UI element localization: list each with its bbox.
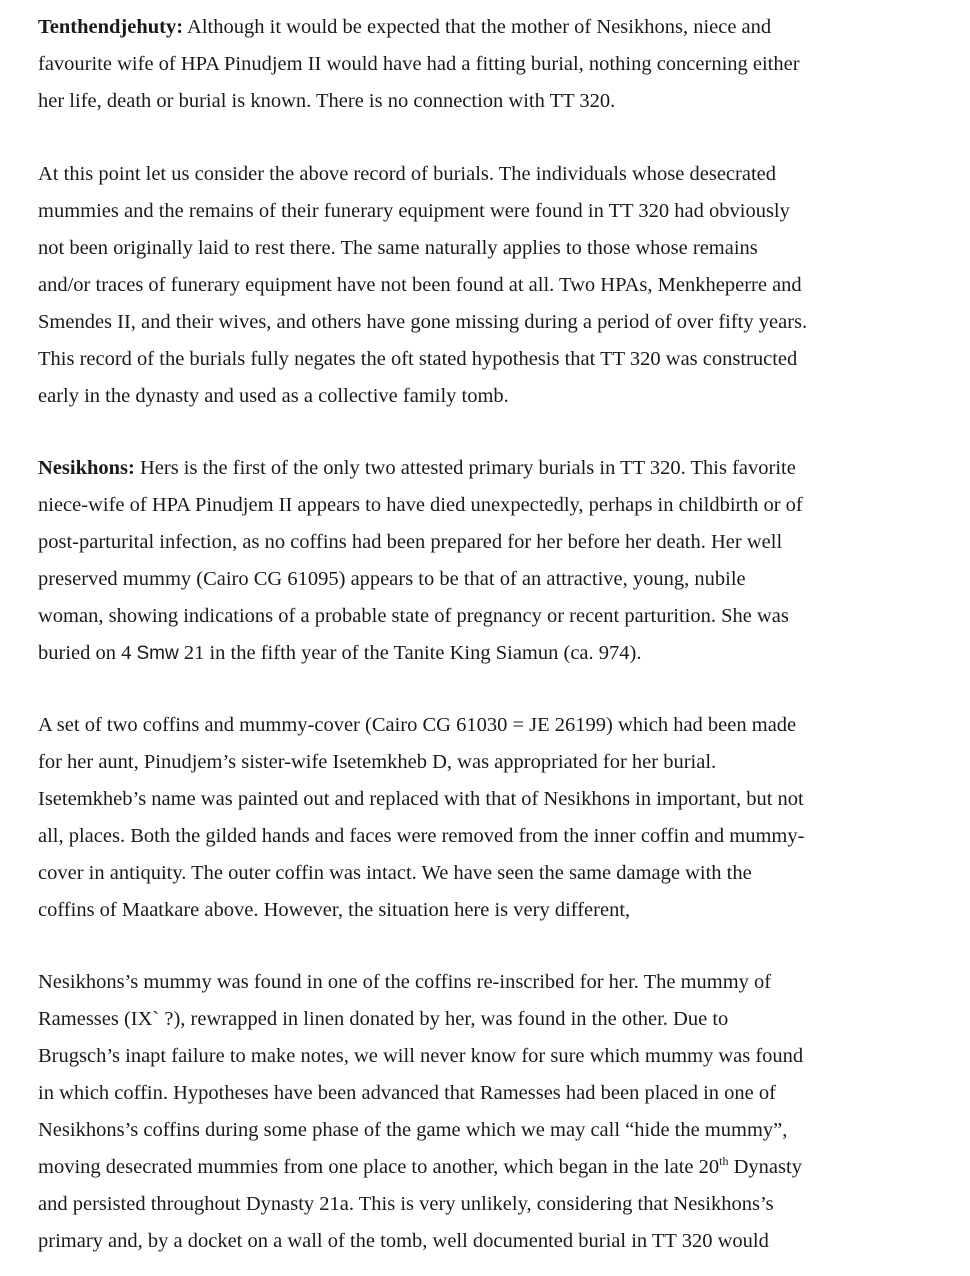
transliteration-term: Smw [136,643,179,664]
text-line: This record of the burials fully negates the oft stated hypothesis that TT 320 was constructed [38,348,798,370]
text-line: her life, death or burial is known. There is no connection with TT 320. [38,90,616,112]
line-text: buried on 4 [38,642,137,664]
text-line [38,1149,918,1186]
text-line: A set of two coffins and mummy-cover (Cairo CG 61030 = JE 26199) which had been made [38,714,797,736]
text-line: niece-wife of HPA Pinudjem II appears to have died unexpectedly, perhaps in childbirth or of [38,494,803,516]
text-line: coffins of Maatkare above. However, the situation here is very different, [38,899,631,921]
paragraph-mummy-found [38,964,918,1260]
text-line: for her aunt, Pinudjem’s sister-wife Isetemkheb D, was appropriated for her burial. [38,751,717,773]
text-line [38,450,918,487]
text-line: preserved mummy (Cairo CG 61095) appears to be that of an attractive, young, nubile [38,568,746,590]
paragraph-lead-heading: Tenthendjehuty: [38,16,184,38]
line-text: moving desecrated mummies from one place to another, which began in the late 20 [38,1156,720,1178]
text-line: Nesikhons’s coffins during some phase of the game which we may call “hide the mummy”, [38,1119,788,1141]
line-text: Dynasty [728,1156,802,1178]
text-line: Isetemkheb’s name was painted out and replaced with that of Nesikhons in important, but not [38,788,804,810]
ordinal-superscript: th [719,1154,729,1169]
text-line: and/or traces of funerary equipment have not been found at all. Two HPAs, Menkheperre and [38,274,802,296]
line-text: Hers is the first of the only two attested primary burials in TT 320. This favorite [134,457,796,479]
text-line: not been originally laid to rest there. The same naturally applies to those whose remains [38,237,758,259]
paragraph-nesikhons [38,450,918,672]
text-line: At this point let us consider the above record of burials. The individuals whose desecrated [38,163,776,185]
text-line: Smendes II, and their wives, and others have gone missing during a period of over fifty years. [38,311,808,333]
text-line [38,635,918,672]
text-line: Ramesses (IX` ?), rewrapped in linen donated by her, was found in the other. Due to [38,1008,729,1030]
text-line: woman, showing indications of a probable state of pregnancy or recent parturition. She was [38,605,789,627]
paragraph-coffins [38,707,918,929]
text-line: Brugsch’s inapt failure to make notes, we will never know for sure which mummy was found [38,1045,804,1067]
text-line: primary and, by a docket on a wall of the tomb, well documented burial in TT 320 would [38,1230,769,1252]
paragraph-lead-heading: Nesikhons: [38,457,135,479]
line-text: Although it would be expected that the mother of Nesikhons, niece and [183,16,772,38]
text-line: favourite wife of HPA Pinudjem II would have had a fitting burial, nothing concerning either [38,53,800,75]
paragraph-record-of-burials [38,156,918,415]
text-line: in which coffin. Hypotheses have been advanced that Ramesses had been placed in one of [38,1082,776,1104]
text-line: mummies and the remains of their funerary equipment were found in TT 320 had obviously [38,200,790,222]
text-line: post-parturital infection, as no coffins had been prepared for her before her death. Her well [38,531,783,553]
text-line: cover in antiquity. The outer coffin was intact. We have seen the same damage with the [38,862,752,884]
line-text: 21 in the fifth year of the Tanite King Siamun (ca. 974). [178,642,642,664]
text-line: all, places. Both the gilded hands and faces were removed from the inner coffin and mummy- [38,825,805,847]
text-line: and persisted throughout Dynasty 21a. This is very unlikely, considering that Nesikhons’s [38,1193,774,1215]
paragraph-tenthendjehuty [38,9,918,120]
text-line: Nesikhons’s mummy was found in one of the coffins re-inscribed for her. The mummy of [38,971,772,993]
text-line [38,9,918,46]
text-line: early in the dynasty and used as a collective family tomb. [38,385,509,407]
